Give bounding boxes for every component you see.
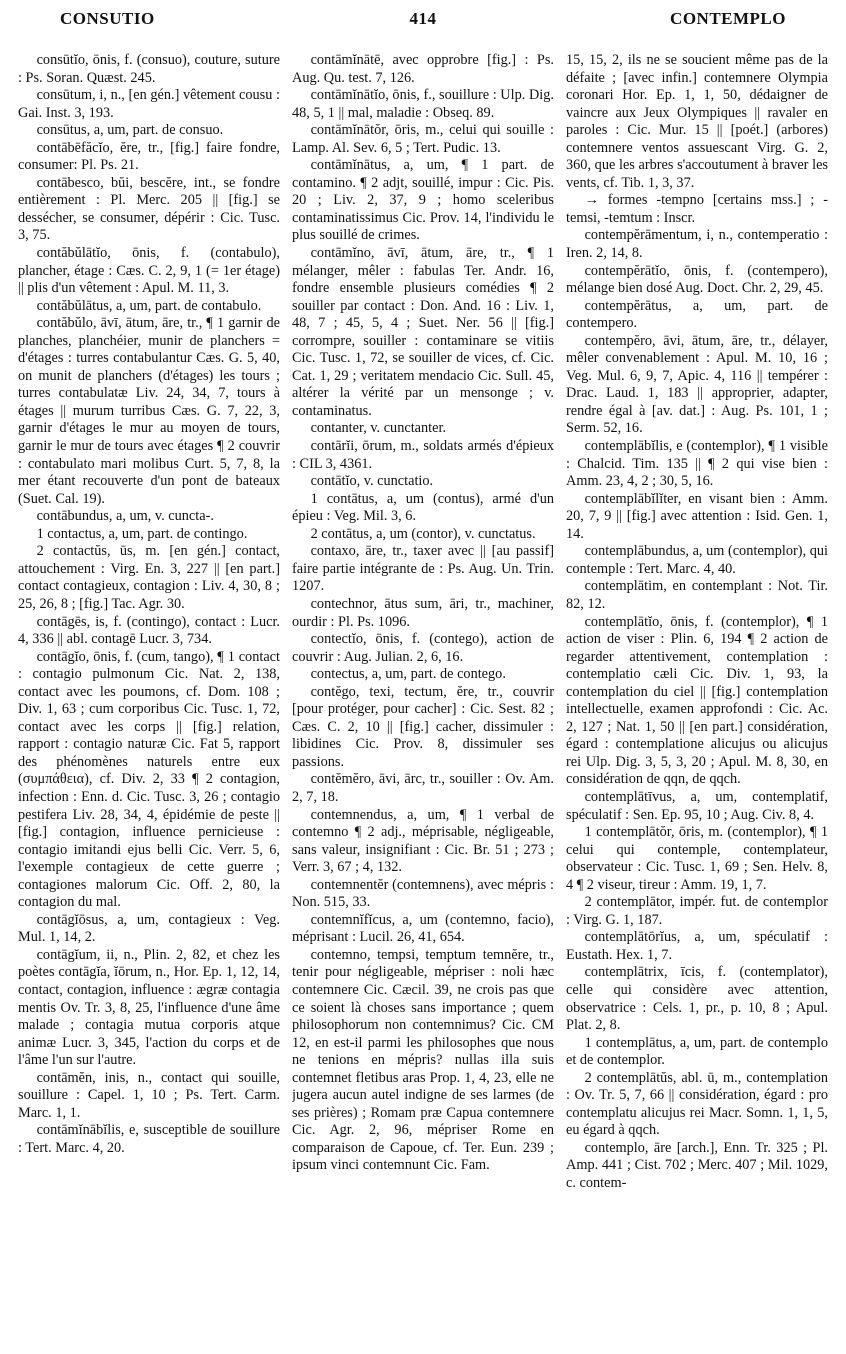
entry-text: contāgĭum, ii, n., Plin. 2, 82, et chez les poètes contāgĭa, ĭōrum, n., Hor. Ep. 1, 12, 14, contact, contagion, influence : ægræ contagia mentis Ov. Tr. 3, 8, 25, l'influence d'une âme malade ; contagia mutua corporis atque animæ Lucr. 3, 345, l'action du corps et de l'âme l'un sur l'autre. xyxy=(18,946,280,1069)
dictionary-entry xyxy=(566,543,828,578)
dictionary-entry xyxy=(292,877,554,912)
dictionary-entry xyxy=(292,52,554,87)
dictionary-entry xyxy=(566,1140,828,1193)
entry-text: contemplātōrĭus, a, um, spéculatif : Eustath. Hex. 1, 7. xyxy=(566,929,828,963)
entry-text: contāmĕn, inis, n., contact qui souille, souillure : Capel. 1, 10 ; Ps. Tert. Carm. Marc. 1, 1. xyxy=(18,1069,280,1121)
dictionary-entry xyxy=(18,912,280,947)
dictionary-entry xyxy=(292,87,554,122)
dictionary-entry xyxy=(292,771,554,806)
entry-text: 1 contemplātŏr, ōris, m. (contemplor), ¶ 1 celui qui contemple, contemplateur, observateur : Cic. Tusc. 1, 69 ; Sen. Helv. 8, 4 ¶ 2 viseur, tireur : Amm. 19, 1, 7. xyxy=(566,824,828,893)
running-head-right: CONTEMPLO xyxy=(670,9,786,28)
entry-text: contāgĭōsus, a, um, contagieux : Veg. Mul. 1, 14, 2. xyxy=(18,911,280,946)
dictionary-entry xyxy=(18,87,280,122)
dictionary-entry xyxy=(292,807,554,877)
entry-text: 2 contemplātŭs, abl. ū, m., contemplation : Ov. Tr. 5, 7, 66 || considération, égard : pro contemplatu alicujus rei Macr. Somn. 1, 1, 5, eu égard à qqch. xyxy=(566,1069,828,1139)
entry-text: contemno, tempsi, temptum temnĕre, tr., tenir pour négligeable, mépriser : noli hæc contemnere Cic. Cæcil. 39, ne crois pas que ce soient là choses sans importance ; quem philosophorum non contemnimus? Cic. CM 12, en est-il parmi les philosophes que nous ne tenions en mépris? nullas illa suis contemnet fletibus aras Prop. 1, 4, 23, elle ne jugera aucun autel indigne de ses larmes (de ses prières) ; Romam præ Capua contemnere Cic. Agr. 2, 96, mépriser Rome en comparaison de Capoue, cf. Ter. Eun. 239 ; ipsum vinci contemnunt Cic. Fam. xyxy=(292,946,554,1174)
entry-text: contemplātĭo, ōnis, f. (contemplor), ¶ 1 action de viser : Plin. 6, 194 ¶ 2 action de regarder attentivement, contemplation : contemplatio cæli Cic. Div. 1, 93, la contemplation du ciel || [fig.] contemplation intellectuelle, examen approfondi : Cic. Ac. 2, 127 ; Nat. 1, 50 || [en part.] considération, égard : contemplatione alicujus ou alicujus rei Ulp. Dig. 3, 5, 3, 20 ; Apul. M. 8, 30, en considération de qqn, de qqch. xyxy=(566,613,828,788)
dictionary-entry xyxy=(292,947,554,1175)
entry-text: contemplābundus, a, um (contemplor), qui contemple : Tert. Marc. 4, 40. xyxy=(566,543,828,577)
entry-text: contĕgo, texi, tectum, ĕre, tr., couvrir [pour protéger, pour cacher] : Cic. Sest. 82 ; Cæs. C. 2, 10 || [fig.] cacher, dissimuler : libidines Cic. Prov. 8, dissimuler ses passions. xyxy=(292,683,554,770)
entry-text: 15, 15, 2, ils ne se soucient même pas de la défaite ; [avec infin.] contemnere Olympia coronari Hor. Ep. 1, 1, 50, dédaigner de vaincre aux Jeux Olympiques || ravaler en paroles : Cic. Mur. 15 || [poét.] (arbores) contemnere ventos assuescant Virg. G. 2, 360, que les arbres s'accoutument à braver les vents, cf. Tib. 1, 3, 37. xyxy=(566,52,828,191)
dictionary-columns xyxy=(18,52,828,1348)
entry-text: 1 contātus, a, um (contus), armé d'un épieu : Veg. Mil. 3, 6. xyxy=(292,490,554,525)
dictionary-entry xyxy=(292,666,554,684)
dictionary-entry xyxy=(566,894,828,929)
running-head-left: CONSUTIO xyxy=(60,9,155,28)
entry-text: contanter, v. cunctanter. xyxy=(310,420,447,437)
entry-text: contāgēs, is, f. (contingo), contact : Lucr. 4, 336 || abl. contagē Lucr. 3, 734. xyxy=(18,613,280,648)
dictionary-entry xyxy=(566,1070,828,1140)
dictionary-entry xyxy=(18,52,280,87)
entry-text: contāmĭno, āvī, ātum, āre, tr., ¶ 1 mélanger, mêler : fabulas Ter. Andr. 16, fondre ensemble plusieurs comédies ¶ 2 souiller par contact : Don. And. 16 : Liv. 1, 48, 7 ; 45, 5, 4 ; Suet. Ner. 56 || [fig.] corrompre, souiller : contaminare se vitiis Cic. Tusc. 1, 72, se souiller de vices, cf. Cic. Cat. 1, 29 ; veritatem mendacio Cic. Sull. 45, altérer la vérité par un mensonge ; v. contaminatus. xyxy=(292,245,554,419)
entry-text: 2 contactŭs, ūs, m. [en gén.] contact, attouchement : Virg. En. 3, 227 || [en part.] contact contagieux, contagion : Liv. 4, 30, 8 ; 25, 26, 8 ; [fig.] Tac. Agr. 30. xyxy=(18,543,280,612)
entry-text: contātĭo, v. cunctatio. xyxy=(310,473,434,490)
page-number: 414 xyxy=(409,9,437,28)
entry-text: contaxo, āre, tr., taxer avec || [au passif] faire partie intégrante de : Ps. Aug. Un. Trin. 1207. xyxy=(292,543,554,595)
entry-text: 2 contemplātor, impér. fut. de contemplor : Virg. G. 1, 187. xyxy=(566,894,828,928)
entry-text: contābēfăcĭo, ĕre, tr., [fig.] faire fondre, consumer: Pl. Ps. 21. xyxy=(18,139,280,174)
dictionary-entry xyxy=(18,526,280,544)
entry-text: contāmĭnātĭo, ōnis, f., souillure : Ulp. Dig. 48, 5, 1 || mal, maladie : Obseq. 89. xyxy=(292,87,554,121)
entry-text: consūtum, i, n., [en gén.] vêtement cousu : Gai. Inst. 3, 193. xyxy=(18,87,280,121)
dictionary-entry xyxy=(292,684,554,772)
column-1 xyxy=(18,52,280,1348)
dictionary-entry xyxy=(18,1122,280,1157)
dictionary-entry xyxy=(18,614,280,649)
dictionary-entry xyxy=(566,789,828,824)
entry-text: contempĕrātus, a, um, part. de contempero. xyxy=(566,297,828,332)
dictionary-entry xyxy=(566,824,828,894)
dictionary-entry xyxy=(292,420,554,438)
dictionary-entry xyxy=(18,298,280,316)
entry-text: contĕmĕro, āvi, ārc, tr., souiller : Ov. Am. 2, 7, 18. xyxy=(292,771,554,805)
column-3 xyxy=(566,52,828,1348)
dictionary-entry xyxy=(566,578,828,613)
entry-text: contāmĭnātŏr, ōris, m., celui qui souille : Lamp. Al. Sev. 6, 5 ; Tert. Pudic. 13. xyxy=(292,122,554,156)
entry-text: contempĕro, āvi, ātum, āre, tr., délayer, mêler convenablement : Apul. M. 10, 16 ; Veg. Mul. 6, 9, 7, Apic. 4, 116 || tempérer : Drac. Laud. 1, 183 || approprier, adapter, rendre égal à [av. dat.] : Aug. Ps. 101, 1 ; Serm. 52, 16. xyxy=(566,332,828,437)
entry-text: contābesco, bŭi, bescĕre, int., se fondre entièrement : Pl. Merc. 205 || [fig.] se dessécher, se consumer, dépérir : Cic. Tusc. 3, 75. xyxy=(18,174,280,244)
entry-text: contăbŭlātus, a, um, part. de contabulo. xyxy=(36,297,262,314)
dictionary-entry xyxy=(292,122,554,157)
dictionary-entry xyxy=(18,947,280,1070)
dictionary-entry xyxy=(566,298,828,333)
entry-text: contemplātrix, īcis, f. (contemplator), celle qui considère avec attention, observatrice : Cels. 1, pr., p. 10, 8 ; Apul. Plat. 2, 8. xyxy=(566,964,828,1034)
entry-text: 1 contemplātus, a, um, part. de contemplo et de contemplor. xyxy=(566,1034,828,1069)
dictionary-entry xyxy=(18,122,280,140)
entry-text: contemplātim, en contemplant : Not. Tir. 82, 12. xyxy=(566,578,828,612)
entry-text: contemplābĭlĭter, en visant bien : Amm. 20, 7, 9 || [fig.] avec attention : Isid. Gen. 1, 14. xyxy=(566,490,828,542)
entry-text: contemnentĕr (contemnens), avec mépris : Non. 515, 33. xyxy=(292,876,554,911)
entry-text: contăbŭlātĭo, ōnis, f. (contabulo), plancher, étage : Cæs. C. 2, 9, 1 (= 1er étage) || plis d'un vêtement : Apul. M. 11, 3. xyxy=(18,245,280,297)
entry-text: contāgĭo, ōnis, f. (cum, tango), ¶ 1 contact : contagio pulmonum Cic. Nat. 2, 138, contact avec les poumons, cf. Dom. 108 ; Div. 1, 63 ; cum corporibus Cic. Tusc. 1, 72, contact avec les corps || [fig.] relation, rapport : contagio naturæ Cic. Fat 5, rapport des phénomènes naturels entre eux (συμπάθεια), cf. Div. 2, 33 ¶ 2 contagion, infection : Enn. d. Cic. Tusc. 3, 26 ; contagio pestifera Liv. 28, 34, 4, épidémie de peste || [fig.] contagion, influence pernicieuse : contagio imitandi ejus belli Cic. Verr. 5, 6, l'exemple contagieux de cette guerre ; contagiones malorum Cic. Off. 2, 80, la contagion du mal. xyxy=(18,648,280,911)
entry-text: contemnĭfĭcus, a, um (contemno, facio), méprisant : Lucil. 26, 41, 654. xyxy=(292,911,554,946)
dictionary-entry xyxy=(18,315,280,508)
entry-text: contempĕrāmentum, i, n., contemperatio : Iren. 2, 14, 8. xyxy=(566,227,828,262)
page-header xyxy=(0,0,846,40)
dictionary-entry xyxy=(18,140,280,175)
entry-text: contābundus, a, um, v. cuncta-. xyxy=(36,508,214,525)
entry-text: 2 contātus, a, um (contor), v. cunctatus. xyxy=(310,525,536,542)
dictionary-entry xyxy=(566,333,828,438)
dictionary-entry xyxy=(566,52,828,192)
dictionary-entry xyxy=(18,1070,280,1123)
dictionary-entry xyxy=(566,1035,828,1070)
dictionary-entry xyxy=(292,596,554,631)
dictionary-entry xyxy=(292,157,554,245)
dictionary-entry xyxy=(566,227,828,262)
dictionary-entry xyxy=(18,245,280,298)
entry-text: contemplābĭlis, e (contemplor), ¶ 1 visible : Chalcid. Tim. 135 || ¶ 2 qui vise bien : Amm. 23, 4, 2 ; 30, 5, 16. xyxy=(566,438,828,490)
dictionary-entry xyxy=(18,508,280,526)
dictionary-entry xyxy=(292,438,554,473)
dictionary-entry xyxy=(566,438,828,491)
entry-text: contectĭo, ōnis, f. (contego), action de couvrir : Aug. Julian. 2, 6, 16. xyxy=(292,631,554,665)
entry-text: contemnendus, a, um, ¶ 1 verbal de contemno ¶ 2 adj., méprisable, négligeable, sans valeur, insignifiant : Cic. Br. 51 ; 273 ; Verr. 3, 67 ; 4, 132. xyxy=(292,806,554,876)
entry-text: contāmĭnābĭlis, e, susceptible de souillure : Tert. Marc. 4, 20. xyxy=(18,1122,280,1156)
dictionary-entry xyxy=(566,263,828,298)
entry-text: contārĭi, ōrum, m., soldats armés d'épieux : CIL 3, 4361. xyxy=(292,438,554,472)
entry-text: contectus, a, um, part. de contego. xyxy=(310,666,506,683)
dictionary-entry xyxy=(18,543,280,613)
dictionary-entry xyxy=(18,649,280,912)
entry-text: contempĕrātĭo, ōnis, f. (contempero), mélange bien dosé Aug. Doct. Chr. 2, 29, 45. xyxy=(566,262,828,297)
entry-text: contāmĭnātus, a, um, ¶ 1 part. de contamino. ¶ 2 adjt, souillé, impur : Cic. Pis. 20 ; Liv. 2, 37, 9 ; homo sceleribus contaminatissimus Cic. Prov. 14, l'individu le plus souillé de crimes. xyxy=(292,157,554,244)
dictionary-entry xyxy=(566,614,828,789)
entry-text: consūtĭo, ōnis, f. (consuo), couture, suture : Ps. Soran. Quæst. 245. xyxy=(18,52,280,86)
dictionary-entry xyxy=(566,491,828,544)
entry-text: → formes -tempno [certains mss.] ; -temsi, -temtum : Inscr. xyxy=(566,192,828,226)
entry-text: contăbŭlo, āvī, ātum, āre, tr., ¶ 1 garnir de planches, planchéier, munir de planchers = d'étages : turres contabulantur Cæs. G. 5, 40, on munit de planchers (d'étages) les tours ; turres contabulatæ Liv. 24, 34, 7, tours à étages || murum turribus Cæs. G. 7, 22, 3, garnir d'étages le mur au moyen de tours, garnir le mur de tours avec étages ¶ 2 couvrir : contabulato mari molibus Curt. 5, 7, 8, la mer étant recouverte d'un pont de bateaux (Suet. Cal. 19). xyxy=(18,315,280,507)
entry-text: contechnor, ātus sum, āri, tr., machiner, ourdir : Pl. Ps. 1096. xyxy=(292,595,554,630)
entry-text: 1 contactus, a, um, part. de contingo. xyxy=(36,525,248,542)
dictionary-entry xyxy=(292,631,554,666)
dictionary-entry xyxy=(566,929,828,964)
column-2 xyxy=(292,52,554,1348)
dictionary-entry xyxy=(18,175,280,245)
dictionary-entry xyxy=(292,473,554,491)
dictionary-entry xyxy=(292,245,554,420)
entry-text: contemplātīvus, a, um, contemplatif, spéculatif : Sen. Ep. 95, 10 ; Aug. Civ. 8, 4. xyxy=(566,788,828,823)
entry-text: contemplo, āre [arch.], Enn. Tr. 325 ; Pl. Amp. 441 ; Cist. 702 ; Merc. 407 ; Mil. 1029, c. contem- xyxy=(566,1139,828,1191)
entry-text: consūtus, a, um, part. de consuo. xyxy=(36,122,224,139)
dictionary-entry xyxy=(292,543,554,596)
dictionary-entry xyxy=(292,526,554,544)
entry-text: contāmĭnātē, avec opprobre [fig.] : Ps. Aug. Qu. test. 7, 126. xyxy=(292,52,554,86)
dictionary-entry xyxy=(292,491,554,526)
dictionary-entry xyxy=(566,192,828,227)
dictionary-entry xyxy=(566,964,828,1034)
dictionary-entry xyxy=(292,912,554,947)
